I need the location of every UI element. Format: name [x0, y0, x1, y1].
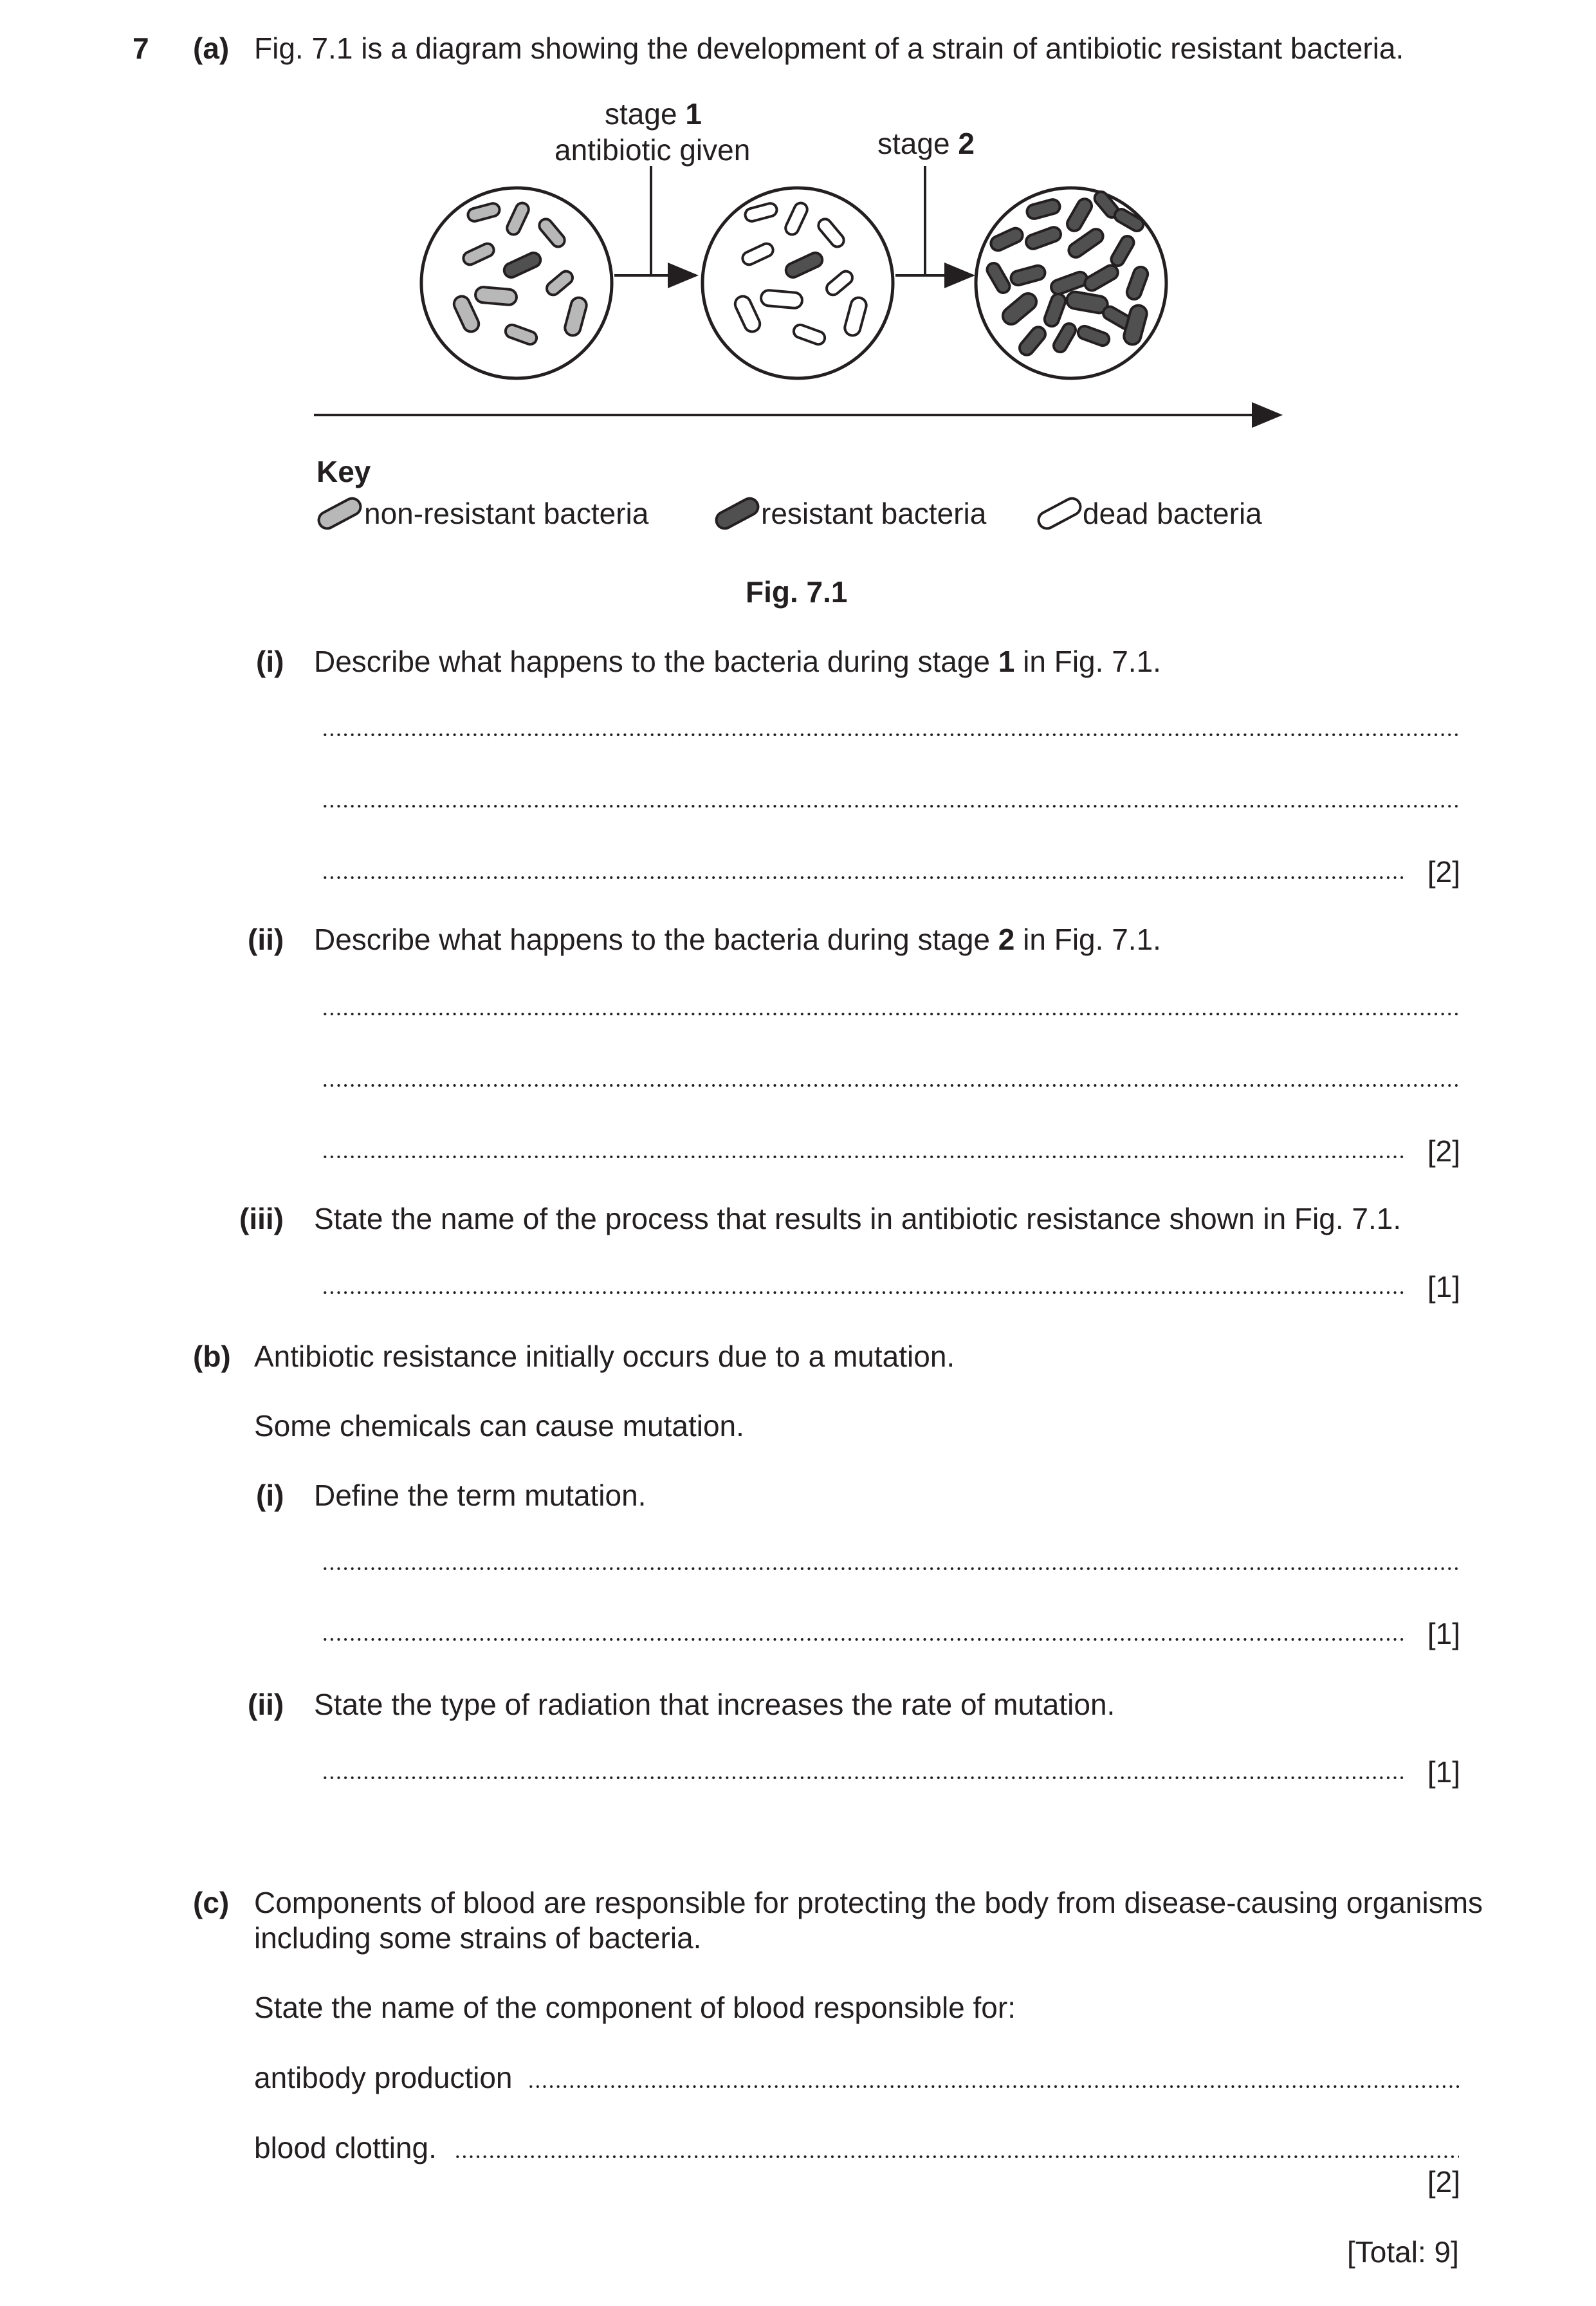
- b-i-question: Define the term mutation.: [314, 1479, 647, 1512]
- antibody-production-answer-line[interactable]: [527, 2085, 1459, 2089]
- answer-line[interactable]: [322, 1084, 1459, 1087]
- stage-1-label: stage 1: [605, 97, 702, 131]
- answer-line[interactable]: [322, 1155, 1406, 1159]
- marks-a-ii: [2]: [1427, 1134, 1460, 1168]
- marks-b-i: [1]: [1427, 1617, 1460, 1650]
- answer-line[interactable]: [322, 1567, 1459, 1571]
- stage-1-sublabel: antibiotic given: [555, 133, 751, 167]
- marks-a-i: [2]: [1427, 855, 1460, 889]
- a-ii-label: (ii): [248, 923, 284, 956]
- total-marks: [Total: 9]: [1347, 2235, 1459, 2269]
- resistant-bacterium: [713, 495, 761, 531]
- part-b-label: (b): [193, 1340, 231, 1373]
- a-ii-question: Describe what happens to the bacteria during stage 2 in Fig. 7.1.: [314, 923, 1161, 956]
- answer-line[interactable]: [322, 1776, 1406, 1780]
- key-title: Key: [316, 455, 371, 488]
- dead-bacterium: [1036, 495, 1083, 531]
- answer-line[interactable]: [322, 1291, 1406, 1295]
- part-a-label: (a): [193, 32, 230, 65]
- non-resistant-bacterium: [316, 495, 363, 531]
- part-c-line2: including some strains of bacteria.: [254, 1921, 702, 1955]
- dead-bacterium: [760, 290, 803, 308]
- part-a-intro: Fig. 7.1 is a diagram showing the development of a strain of antibiotic resistant bacteria.: [254, 32, 1404, 65]
- non-resistant-bacterium: [475, 286, 517, 305]
- question-number: 7: [133, 32, 149, 65]
- blood-clotting-label: blood clotting.: [254, 2131, 437, 2164]
- marks-c: [2]: [1427, 2165, 1460, 2199]
- a-i-label: (i): [256, 645, 284, 678]
- b-ii-label: (ii): [248, 1688, 284, 1721]
- part-c-prompt: State the name of the component of blood responsible for:: [254, 1991, 1016, 2024]
- a-iii-question: State the name of the process that results in antibiotic resistance shown in Fig. 7.1.: [314, 1202, 1402, 1235]
- part-c-line1: Components of blood are responsible for protecting the body from disease-causing organisms: [254, 1886, 1483, 1919]
- part-c-label: (c): [193, 1886, 230, 1919]
- key-non-resistant-label: non-resistant bacteria: [364, 497, 649, 530]
- antibody-production-label: antibody production: [254, 2061, 513, 2094]
- stage-2-label: stage 2: [877, 127, 975, 160]
- a-i-question: Describe what happens to the bacteria during stage 1 in Fig. 7.1.: [314, 645, 1161, 678]
- part-b-line1: Antibiotic resistance initially occurs due to a mutation.: [254, 1340, 955, 1373]
- blood-clotting-answer-line[interactable]: [454, 2155, 1459, 2159]
- b-i-label: (i): [256, 1479, 284, 1512]
- key-resistant-label: resistant bacteria: [761, 497, 987, 530]
- b-ii-question: State the type of radiation that increases the rate of mutation.: [314, 1688, 1115, 1721]
- answer-line[interactable]: [322, 876, 1406, 880]
- a-iii-label: (iii): [239, 1202, 284, 1235]
- answer-line[interactable]: [322, 804, 1459, 808]
- figure-caption: Fig. 7.1: [746, 575, 848, 609]
- key-dead-label: dead bacteria: [1083, 497, 1262, 530]
- part-b-line2: Some chemicals can cause mutation.: [254, 1409, 744, 1443]
- answer-line[interactable]: [322, 1637, 1406, 1641]
- marks-a-iii: [1]: [1427, 1270, 1460, 1304]
- answer-line[interactable]: [322, 1012, 1459, 1016]
- answer-line[interactable]: [322, 733, 1459, 737]
- bacteria-diagram: [0, 0, 1596, 450]
- marks-b-ii: [1]: [1427, 1755, 1460, 1789]
